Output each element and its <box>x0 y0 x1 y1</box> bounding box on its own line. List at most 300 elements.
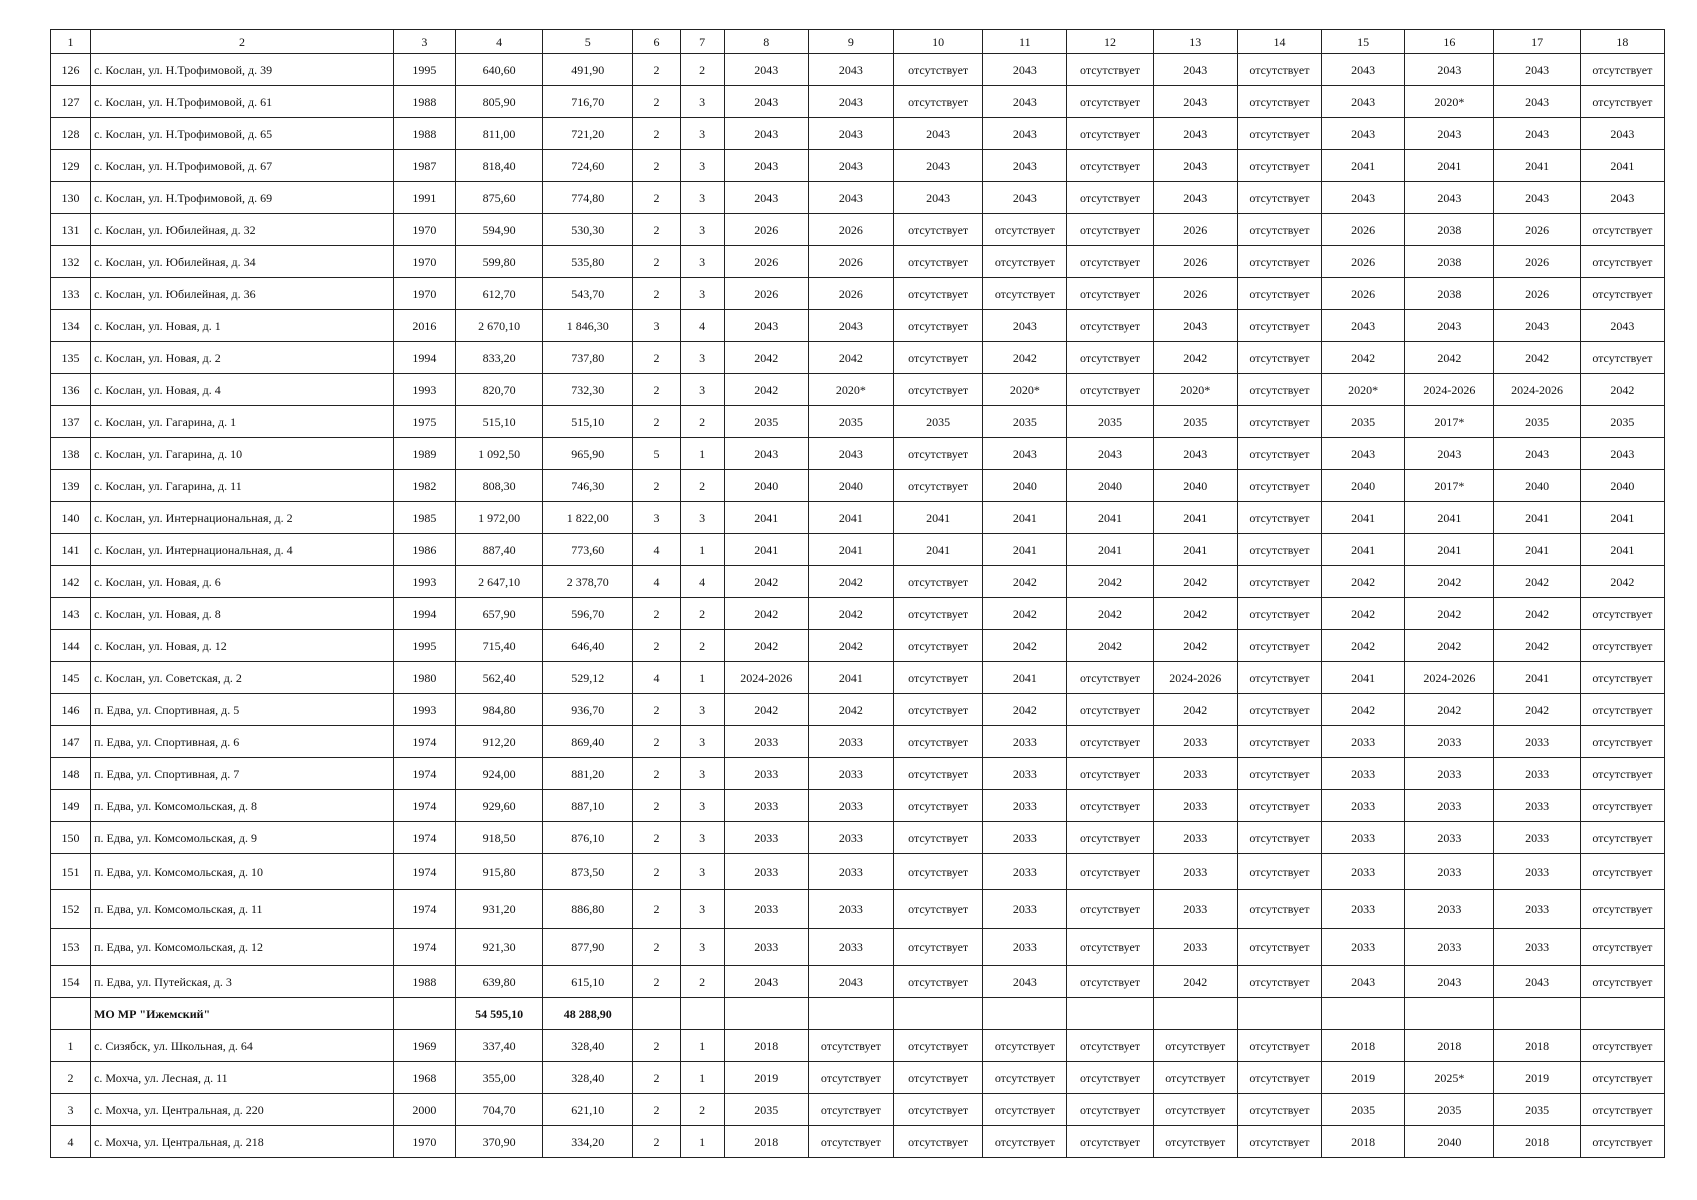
table-cell: 2043 <box>1153 310 1237 342</box>
column-header: 8 <box>724 30 808 54</box>
table-cell: 2043 <box>983 54 1067 86</box>
table-cell: 2033 <box>983 854 1067 890</box>
table-cell: 5 <box>633 438 680 470</box>
table-cell: 1993 <box>393 374 455 406</box>
table-cell: 2035 <box>1322 1094 1405 1126</box>
address-cell: с. Мохча, ул. Центральная, д. 218 <box>91 1126 394 1158</box>
table-cell: 3 <box>680 246 724 278</box>
table-cell: отсутствует <box>894 246 983 278</box>
row-number-cell: 139 <box>51 470 91 502</box>
table-cell: 2041 <box>1067 534 1153 566</box>
table-cell: 2035 <box>983 406 1067 438</box>
table-cell: 2043 <box>1580 118 1664 150</box>
table-cell: 2043 <box>1494 310 1580 342</box>
table-cell: 1988 <box>393 86 455 118</box>
table-cell: 535,80 <box>543 246 633 278</box>
empty-cell <box>1067 998 1153 1030</box>
address-cell: с. Кослан, ул. Интернациональная, д. 2 <box>91 502 394 534</box>
table-cell: 2 <box>633 86 680 118</box>
table-cell: отсутствует <box>894 966 983 998</box>
table-cell: 2 <box>633 182 680 214</box>
table-cell: 3 <box>680 214 724 246</box>
column-header: 5 <box>543 30 633 54</box>
table-cell: 2043 <box>724 310 808 342</box>
table-cell: 2033 <box>1494 790 1580 822</box>
table-cell: отсутствует <box>894 86 983 118</box>
table-cell: отсутствует <box>1237 406 1321 438</box>
table-cell: 2038 <box>1405 246 1494 278</box>
table-cell: 2043 <box>1494 182 1580 214</box>
table-row <box>51 694 1665 726</box>
table-cell: 2019 <box>1494 1062 1580 1094</box>
table-cell: 2033 <box>1153 822 1237 854</box>
table-cell: 931,20 <box>455 890 542 929</box>
address-cell: с. Кослан, ул. Новая, д. 12 <box>91 630 394 662</box>
column-header: 13 <box>1153 30 1237 54</box>
table-cell: отсутствует <box>1237 86 1321 118</box>
table-cell: 2035 <box>1153 406 1237 438</box>
table-row <box>51 854 1665 890</box>
table-cell: 2020* <box>983 374 1067 406</box>
table-cell: 1995 <box>393 630 455 662</box>
table-cell: 2042 <box>724 566 808 598</box>
table-row <box>51 929 1665 966</box>
table-cell: отсутствует <box>1067 214 1153 246</box>
table-cell: отсутствует <box>1580 694 1664 726</box>
empty-cell <box>1153 998 1237 1030</box>
empty-cell <box>1405 998 1494 1030</box>
table-cell: 2043 <box>1580 182 1664 214</box>
table-cell: 2040 <box>1153 470 1237 502</box>
table-cell: 2041 <box>1153 502 1237 534</box>
table-cell: 1993 <box>393 566 455 598</box>
table-cell: отсутствует <box>808 1126 893 1158</box>
table-cell: 2040 <box>724 470 808 502</box>
table-cell: 3 <box>680 342 724 374</box>
table-cell: 2016 <box>393 310 455 342</box>
row-number-cell: 148 <box>51 758 91 790</box>
address-cell: с. Кослан, ул. Н.Трофимовой, д. 67 <box>91 150 394 182</box>
table-cell: 2 <box>633 598 680 630</box>
table-cell: 2035 <box>1494 406 1580 438</box>
table-cell: 2042 <box>1153 342 1237 374</box>
table-cell: отсутствует <box>1580 630 1664 662</box>
address-cell: п. Едва, ул. Комсомольская, д. 8 <box>91 790 394 822</box>
table-cell: 2042 <box>1067 598 1153 630</box>
table-cell: 2041 <box>983 662 1067 694</box>
table-cell: 2043 <box>1322 182 1405 214</box>
table-cell: отсутствует <box>894 598 983 630</box>
table-cell: отсутствует <box>1067 694 1153 726</box>
table-cell: 2042 <box>1067 630 1153 662</box>
table-cell: 887,10 <box>543 790 633 822</box>
address-cell: с. Кослан, ул. Н.Трофимовой, д. 69 <box>91 182 394 214</box>
address-cell: с. Сизябск, ул. Школьная, д. 64 <box>91 1030 394 1062</box>
table-cell: отсутствует <box>894 1030 983 1062</box>
table-cell: 774,80 <box>543 182 633 214</box>
table-cell: 2043 <box>983 182 1067 214</box>
table-cell: 4 <box>633 662 680 694</box>
table-cell: 2043 <box>1153 118 1237 150</box>
table-cell: 716,70 <box>543 86 633 118</box>
table-cell: 2042 <box>724 342 808 374</box>
document-page <box>50 29 1665 1158</box>
table-cell: 2033 <box>808 726 893 758</box>
table-cell: 599,80 <box>455 246 542 278</box>
empty-cell <box>393 998 455 1030</box>
table-cell: отсутствует <box>1067 929 1153 966</box>
table-cell: 2033 <box>724 854 808 890</box>
table-cell: 924,00 <box>455 758 542 790</box>
table-cell: 2041 <box>724 534 808 566</box>
table-cell: отсутствует <box>1580 1094 1664 1126</box>
table-cell: 1974 <box>393 890 455 929</box>
row-number-cell: 130 <box>51 182 91 214</box>
table-cell: 3 <box>680 694 724 726</box>
table-cell: 1991 <box>393 182 455 214</box>
table-cell: отсутствует <box>1067 278 1153 310</box>
table-cell: 1 822,00 <box>543 502 633 534</box>
total-living-area: 48 288,90 <box>543 998 633 1030</box>
table-cell: 2042 <box>808 630 893 662</box>
table-cell: отсутствует <box>1067 374 1153 406</box>
table-row <box>51 54 1665 86</box>
table-cell: 3 <box>680 150 724 182</box>
table-cell: отсутствует <box>894 310 983 342</box>
table-cell: отсутствует <box>1067 342 1153 374</box>
table-cell: 2 <box>633 1126 680 1158</box>
table-cell: 2043 <box>808 310 893 342</box>
table-cell: 1980 <box>393 662 455 694</box>
table-cell: 1987 <box>393 150 455 182</box>
table-cell: 337,40 <box>455 1030 542 1062</box>
table-cell: 2041 <box>808 662 893 694</box>
table-cell: 2033 <box>1494 929 1580 966</box>
empty-cell <box>1580 998 1664 1030</box>
column-header: 6 <box>633 30 680 54</box>
table-cell: 929,60 <box>455 790 542 822</box>
table-cell: 2042 <box>1322 598 1405 630</box>
table-cell: 529,12 <box>543 662 633 694</box>
table-cell: отсутствует <box>1067 118 1153 150</box>
table-cell: 2043 <box>1322 966 1405 998</box>
table-cell: 2043 <box>1153 150 1237 182</box>
table-cell: 2041 <box>983 534 1067 566</box>
table-cell: отсутствует <box>1237 214 1321 246</box>
empty-cell <box>1494 998 1580 1030</box>
table-cell: 2 <box>633 406 680 438</box>
empty-cell <box>1322 998 1405 1030</box>
table-row <box>51 566 1665 598</box>
table-cell: 2 <box>680 1094 724 1126</box>
table-cell: 2 <box>633 1062 680 1094</box>
table-cell: отсутствует <box>1237 1062 1321 1094</box>
row-number-cell: 133 <box>51 278 91 310</box>
table-cell: 1993 <box>393 694 455 726</box>
table-cell: отсутствует <box>1237 726 1321 758</box>
housing-repair-table <box>50 29 1665 1158</box>
table-cell: 811,00 <box>455 118 542 150</box>
table-cell: 2 378,70 <box>543 566 633 598</box>
table-row <box>51 310 1665 342</box>
table-cell: 2043 <box>724 150 808 182</box>
address-cell: с. Кослан, ул. Юбилейная, д. 32 <box>91 214 394 246</box>
table-cell: 646,40 <box>543 630 633 662</box>
table-cell: 2042 <box>1153 566 1237 598</box>
row-number-cell: 152 <box>51 890 91 929</box>
table-cell: 2043 <box>1494 86 1580 118</box>
row-number-cell: 2 <box>51 1062 91 1094</box>
table-cell: 2 <box>633 694 680 726</box>
table-cell: отсутствует <box>983 278 1067 310</box>
row-number-cell: 144 <box>51 630 91 662</box>
table-cell: 2017* <box>1405 406 1494 438</box>
table-cell: 2 <box>633 1030 680 1062</box>
table-cell: отсутствует <box>1580 54 1664 86</box>
table-cell: отсутствует <box>1237 929 1321 966</box>
table-cell: отсутствует <box>894 726 983 758</box>
table-cell: 2043 <box>1494 438 1580 470</box>
row-number-cell: 135 <box>51 342 91 374</box>
table-cell: отсутствует <box>1237 694 1321 726</box>
row-number-cell: 138 <box>51 438 91 470</box>
row-number-cell: 141 <box>51 534 91 566</box>
table-cell: 887,40 <box>455 534 542 566</box>
table-cell: отсутствует <box>1153 1126 1237 1158</box>
table-cell: 2019 <box>1322 1062 1405 1094</box>
table-cell: 3 <box>680 790 724 822</box>
table-cell: 2000 <box>393 1094 455 1126</box>
table-cell: 1986 <box>393 534 455 566</box>
table-cell: 2043 <box>724 118 808 150</box>
table-cell: 1985 <box>393 502 455 534</box>
table-cell: 3 <box>680 374 724 406</box>
table-cell: 2043 <box>1153 438 1237 470</box>
table-cell: 2043 <box>1580 438 1664 470</box>
table-cell: отсутствует <box>1067 854 1153 890</box>
table-cell: 2 <box>633 790 680 822</box>
table-cell: отсутствует <box>1237 502 1321 534</box>
table-cell: 2042 <box>1494 694 1580 726</box>
table-cell: отсутствует <box>1237 310 1321 342</box>
table-cell: 2042 <box>724 694 808 726</box>
table-cell: 2033 <box>724 790 808 822</box>
table-cell: отсутствует <box>1067 662 1153 694</box>
empty-cell <box>983 998 1067 1030</box>
row-number-cell: 149 <box>51 790 91 822</box>
address-cell: с. Мохча, ул. Лесная, д. 11 <box>91 1062 394 1094</box>
table-cell: 2042 <box>808 694 893 726</box>
table-cell: 2026 <box>1153 278 1237 310</box>
table-cell: 1 <box>680 534 724 566</box>
table-cell: 746,30 <box>543 470 633 502</box>
table-cell: 2043 <box>1405 310 1494 342</box>
table-cell: 721,20 <box>543 118 633 150</box>
table-cell: 873,50 <box>543 854 633 890</box>
row-number-cell: 150 <box>51 822 91 854</box>
table-cell: 2 <box>633 214 680 246</box>
table-cell: 2018 <box>1322 1030 1405 1062</box>
table-cell: 639,80 <box>455 966 542 998</box>
table-cell: 562,40 <box>455 662 542 694</box>
table-row <box>51 470 1665 502</box>
table-cell: 3 <box>680 118 724 150</box>
table-cell: 818,40 <box>455 150 542 182</box>
table-cell: 2035 <box>724 406 808 438</box>
table-cell: отсутствует <box>894 374 983 406</box>
table-cell: 2033 <box>1153 758 1237 790</box>
table-cell: 1974 <box>393 822 455 854</box>
table-cell: 2033 <box>724 758 808 790</box>
column-header: 14 <box>1237 30 1321 54</box>
table-row <box>51 406 1665 438</box>
table-cell: 3 <box>680 86 724 118</box>
table-cell: 2033 <box>1494 890 1580 929</box>
table-cell: 2043 <box>724 54 808 86</box>
table-cell: 657,90 <box>455 598 542 630</box>
table-row <box>51 214 1665 246</box>
table-cell: отсутствует <box>1237 374 1321 406</box>
table-cell: 2040 <box>1405 1126 1494 1158</box>
table-cell: отсутствует <box>1237 246 1321 278</box>
table-cell: 2018 <box>1405 1030 1494 1062</box>
table-row <box>51 822 1665 854</box>
table-cell: 820,70 <box>455 374 542 406</box>
address-cell: с. Кослан, ул. Юбилейная, д. 34 <box>91 246 394 278</box>
table-cell: 2041 <box>724 502 808 534</box>
table-cell: 491,90 <box>543 54 633 86</box>
table-cell: 2043 <box>724 438 808 470</box>
table-row <box>51 118 1665 150</box>
table-row <box>51 150 1665 182</box>
table-cell: 1982 <box>393 470 455 502</box>
table-cell: 2042 <box>1153 630 1237 662</box>
table-cell: 2 <box>633 278 680 310</box>
table-cell: 2 <box>633 374 680 406</box>
table-cell: 724,60 <box>543 150 633 182</box>
table-cell: 2020* <box>1153 374 1237 406</box>
table-cell: отсутствует <box>894 694 983 726</box>
table-cell: 1988 <box>393 118 455 150</box>
table-cell: 2043 <box>808 150 893 182</box>
column-header: 1 <box>51 30 91 54</box>
table-cell: 2 <box>633 822 680 854</box>
table-cell: 4 <box>633 566 680 598</box>
column-header: 10 <box>894 30 983 54</box>
table-cell: 2026 <box>1494 214 1580 246</box>
table-cell: 2 <box>633 854 680 890</box>
address-cell: с. Кослан, ул. Н.Трофимовой, д. 61 <box>91 86 394 118</box>
table-cell: отсутствует <box>1237 438 1321 470</box>
table-cell: 876,10 <box>543 822 633 854</box>
table-cell: 2033 <box>983 790 1067 822</box>
table-row <box>51 966 1665 998</box>
table-cell: 808,30 <box>455 470 542 502</box>
row-number-cell: 4 <box>51 1126 91 1158</box>
table-cell: 3 <box>680 890 724 929</box>
table-cell: отсутствует <box>1067 86 1153 118</box>
table-cell: 2 <box>633 54 680 86</box>
table-cell: 2043 <box>1153 86 1237 118</box>
address-cell: с. Кослан, ул. Юбилейная, д. 36 <box>91 278 394 310</box>
table-cell: 2033 <box>1322 890 1405 929</box>
table-cell: отсутствует <box>1237 966 1321 998</box>
table-cell: 2035 <box>1494 1094 1580 1126</box>
table-cell: 2017* <box>1405 470 1494 502</box>
table-cell: 2042 <box>983 694 1067 726</box>
table-cell: 2041 <box>1322 534 1405 566</box>
table-cell: 1970 <box>393 246 455 278</box>
table-cell: отсутствует <box>894 470 983 502</box>
table-cell: 2 <box>633 890 680 929</box>
table-cell: 2041 <box>1494 150 1580 182</box>
table-cell: 2026 <box>808 278 893 310</box>
table-cell: отсутствует <box>1580 1062 1664 1094</box>
table-cell: отсутствует <box>1067 150 1153 182</box>
table-cell: отсутствует <box>1237 118 1321 150</box>
table-cell: 594,90 <box>455 214 542 246</box>
table-cell: 3 <box>680 726 724 758</box>
table-cell: 2033 <box>724 890 808 929</box>
table-cell: 2 647,10 <box>455 566 542 598</box>
address-cell: п. Едва, ул. Комсомольская, д. 12 <box>91 929 394 966</box>
table-cell: 2043 <box>1322 54 1405 86</box>
address-cell: с. Кослан, ул. Новая, д. 1 <box>91 310 394 342</box>
table-cell: 2043 <box>1405 182 1494 214</box>
table-cell: отсутствует <box>1067 1062 1153 1094</box>
table-cell: отсутствует <box>1067 822 1153 854</box>
table-cell: 2043 <box>808 86 893 118</box>
table-cell: 2033 <box>1494 726 1580 758</box>
table-cell: отсутствует <box>1067 182 1153 214</box>
table-cell: 2 <box>633 470 680 502</box>
table-cell: отсутствует <box>983 214 1067 246</box>
table-cell: 2041 <box>1580 502 1664 534</box>
table-cell: 621,10 <box>543 1094 633 1126</box>
table-cell: отсутствует <box>1153 1030 1237 1062</box>
table-cell: 886,80 <box>543 890 633 929</box>
table-cell: 1994 <box>393 598 455 630</box>
table-cell: 2042 <box>808 342 893 374</box>
table-cell: отсутствует <box>808 1062 893 1094</box>
table-cell: 2041 <box>1405 534 1494 566</box>
row-number-cell: 134 <box>51 310 91 342</box>
table-cell: отсутствует <box>1237 1030 1321 1062</box>
table-cell: 2042 <box>1494 630 1580 662</box>
table-cell: 2024-2026 <box>1405 374 1494 406</box>
table-cell: 1970 <box>393 1126 455 1158</box>
table-cell: 2042 <box>808 598 893 630</box>
row-number-cell: 146 <box>51 694 91 726</box>
address-cell: п. Едва, ул. Спортивная, д. 6 <box>91 726 394 758</box>
empty-cell <box>680 998 724 1030</box>
table-cell: 2042 <box>1580 566 1664 598</box>
table-cell: отсутствует <box>1580 726 1664 758</box>
table-cell: отсутствует <box>1580 822 1664 854</box>
table-cell: 2043 <box>1322 118 1405 150</box>
table-cell: 1974 <box>393 929 455 966</box>
table-cell: 2 <box>680 630 724 662</box>
table-cell: 2033 <box>724 929 808 966</box>
table-cell: 328,40 <box>543 1030 633 1062</box>
table-cell: 2026 <box>808 214 893 246</box>
table-cell: отсутствует <box>808 1030 893 1062</box>
table-cell: 543,70 <box>543 278 633 310</box>
table-row <box>51 598 1665 630</box>
table-cell: 4 <box>680 566 724 598</box>
table-row <box>51 374 1665 406</box>
table-cell: 615,10 <box>543 966 633 998</box>
